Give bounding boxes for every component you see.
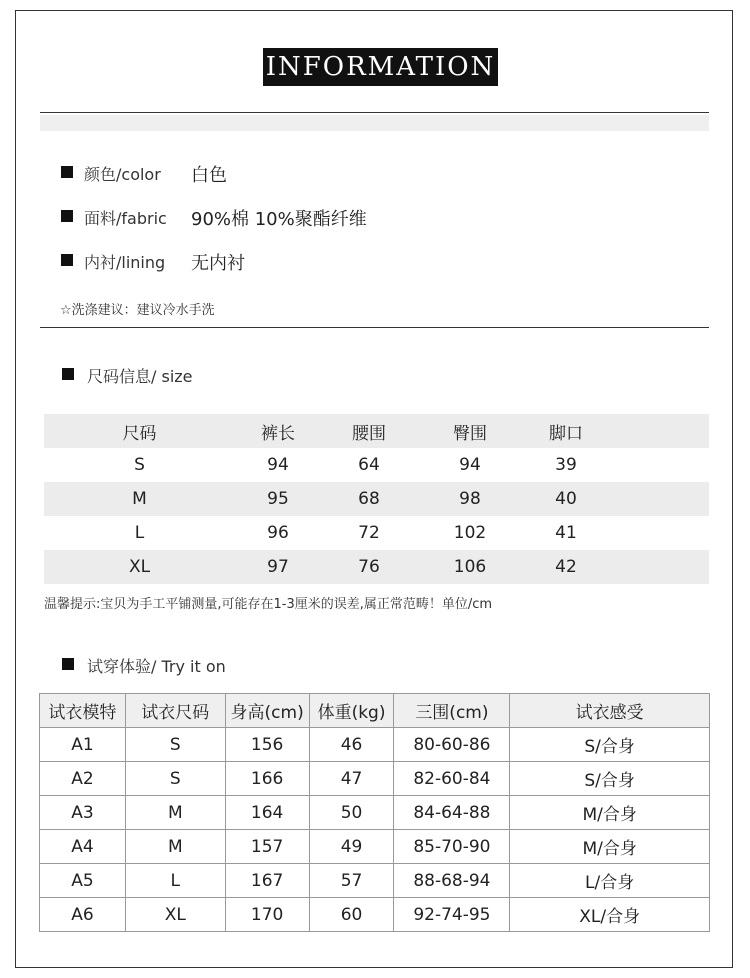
lining-label: 内衬/lining	[84, 253, 166, 272]
size-cell: 102	[453, 523, 487, 543]
table-row	[40, 728, 710, 762]
size-cell: 40	[523, 482, 609, 516]
try-cell: S	[125, 762, 225, 796]
wash-note: ☆洗涤建议：建议冷水手洗	[60, 303, 215, 318]
try-cell: S/合身	[510, 762, 710, 796]
size-cell: 41	[555, 523, 577, 543]
try-cell: 80-60-86	[394, 728, 510, 762]
try-cell: A6	[40, 898, 126, 932]
size-cell: 106	[417, 550, 523, 584]
try-cell: 82-60-84	[394, 762, 510, 796]
page-title: INFORMATION	[263, 48, 498, 86]
try-cell: 50	[309, 796, 394, 830]
try-cell: M	[125, 796, 225, 830]
table-row	[40, 762, 710, 796]
table-row	[44, 448, 709, 482]
size-cell: 72	[358, 523, 380, 543]
divider-top	[40, 112, 709, 113]
size-cell: S	[134, 455, 145, 475]
size-header-cell: 腰围	[321, 414, 417, 448]
size-header-cell: 脚口	[523, 414, 609, 448]
size-section-title: 尺码信息/ size	[87, 367, 193, 386]
size-cell: 64	[358, 455, 380, 475]
size-header-cell: 臀围	[417, 414, 523, 448]
divider-middle	[40, 327, 709, 328]
size-cell: 96	[267, 523, 289, 543]
size-cell: M	[44, 482, 235, 516]
bullet-square-icon	[61, 210, 73, 222]
size-table	[44, 414, 709, 584]
try-cell: 92-74-95	[394, 898, 510, 932]
size-cell: 98	[417, 482, 523, 516]
try-cell: 49	[309, 830, 394, 864]
table-row	[40, 830, 710, 864]
size-header-cell: 裤长	[235, 414, 321, 448]
try-cell: A4	[40, 830, 126, 864]
try-cell: 170	[225, 898, 309, 932]
try-cell: 57	[309, 864, 394, 898]
try-table-header	[40, 694, 710, 728]
try-header-cell: 试衣尺码	[125, 694, 225, 728]
try-cell: A2	[40, 762, 126, 796]
size-cell: 97	[235, 550, 321, 584]
bullet-square-icon	[62, 368, 74, 380]
try-cell: L	[125, 864, 225, 898]
size-cell: XL	[44, 550, 235, 584]
grey-band	[40, 115, 709, 131]
size-cell: 95	[235, 482, 321, 516]
size-cell: 42	[523, 550, 609, 584]
size-cell: 76	[321, 550, 417, 584]
try-cell: M	[125, 830, 225, 864]
try-cell: 167	[225, 864, 309, 898]
size-cell: L	[134, 523, 145, 543]
table-row	[40, 864, 710, 898]
size-cell: 94	[267, 455, 289, 475]
try-section-title: 试穿体验/ Try it on	[87, 657, 226, 676]
try-cell: 88-68-94	[394, 864, 510, 898]
try-header-cell: 试衣模特	[40, 694, 126, 728]
try-cell: 157	[225, 830, 309, 864]
table-row	[44, 550, 709, 584]
try-cell: S	[125, 728, 225, 762]
table-row	[40, 898, 710, 932]
try-cell: 84-64-88	[394, 796, 510, 830]
size-table-header	[44, 414, 709, 448]
try-header-cell: 试衣感受	[510, 694, 710, 728]
size-cell: 39	[555, 455, 577, 475]
size-cell: 68	[321, 482, 417, 516]
try-on-table	[39, 693, 710, 932]
size-header-cell: 尺码	[44, 414, 235, 448]
try-cell: 156	[225, 728, 309, 762]
color-value: 白色	[191, 165, 227, 186]
try-cell: XL/合身	[510, 898, 710, 932]
try-cell: 166	[225, 762, 309, 796]
try-cell: 46	[309, 728, 394, 762]
try-cell: 85-70-90	[394, 830, 510, 864]
table-row	[40, 796, 710, 830]
lining-value: 无内衬	[191, 253, 245, 274]
try-cell: M/合身	[510, 796, 710, 830]
size-cell: 94	[459, 455, 481, 475]
bullet-square-icon	[61, 166, 73, 178]
try-cell: 47	[309, 762, 394, 796]
try-cell: A1	[40, 728, 126, 762]
try-header-cell: 三围(cm)	[394, 694, 510, 728]
try-cell: L/合身	[510, 864, 710, 898]
try-cell: S/合身	[510, 728, 710, 762]
fabric-label: 面料/fabric	[84, 209, 167, 228]
color-label: 颜色/color	[84, 165, 161, 184]
try-cell: 164	[225, 796, 309, 830]
try-header-cell: 体重(kg)	[309, 694, 394, 728]
fabric-value: 90%棉 10%聚酯纤维	[191, 209, 367, 230]
table-row	[44, 482, 709, 516]
try-cell: A3	[40, 796, 126, 830]
try-cell: 60	[309, 898, 394, 932]
bullet-square-icon	[62, 658, 74, 670]
try-cell: XL	[125, 898, 225, 932]
size-note: 温馨提示:宝贝为手工平铺测量,可能存在1-3厘米的误差,属正常范畴！单位/cm	[44, 597, 493, 612]
table-row	[44, 516, 709, 550]
try-cell: A5	[40, 864, 126, 898]
try-cell: M/合身	[510, 830, 710, 864]
bullet-square-icon	[61, 254, 73, 266]
try-header-cell: 身高(cm)	[225, 694, 309, 728]
